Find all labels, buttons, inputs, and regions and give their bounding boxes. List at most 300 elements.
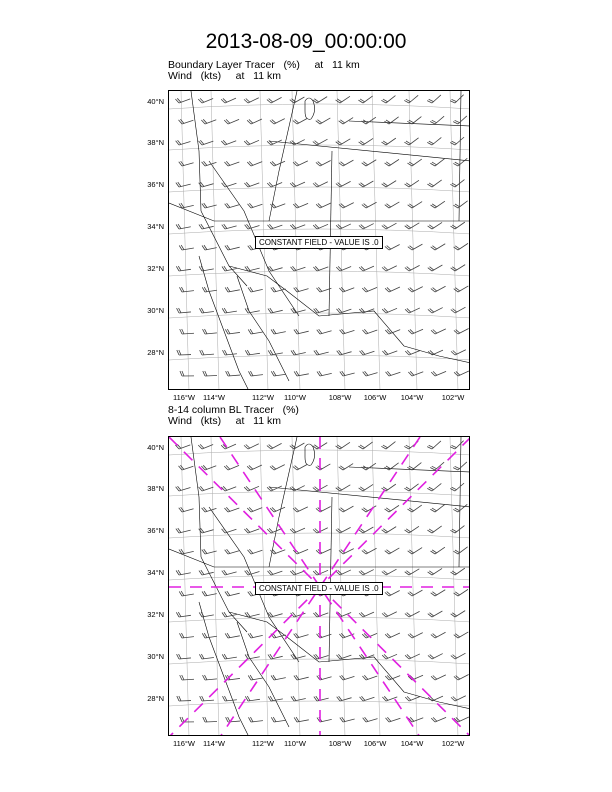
lon-tick-label: 104°W bbox=[400, 739, 424, 748]
wind-barb-flag bbox=[451, 697, 455, 702]
wind-barb bbox=[430, 155, 444, 167]
wind-barb bbox=[404, 91, 418, 104]
wind-barb bbox=[244, 482, 259, 492]
wind-barb-flag bbox=[382, 571, 386, 576]
wind-barb bbox=[405, 649, 420, 659]
wind-barb bbox=[179, 243, 194, 250]
wind-barb-flag bbox=[316, 203, 320, 208]
lat-tick-label: 36°N bbox=[147, 526, 164, 535]
wind-barb-flag bbox=[244, 140, 248, 145]
wind-barb bbox=[451, 260, 466, 272]
wind-barb bbox=[224, 157, 239, 166]
wind-barb-flag bbox=[247, 465, 251, 470]
wind-barb bbox=[408, 282, 423, 293]
lat-tick-label: 28°N bbox=[147, 348, 164, 357]
wind-barb bbox=[248, 285, 263, 293]
lon-tick-label: 116°W bbox=[172, 393, 196, 402]
wind-barb bbox=[245, 221, 260, 230]
wind-barb bbox=[405, 303, 420, 313]
wind-barb-flag bbox=[405, 613, 409, 618]
wind-barb bbox=[385, 155, 399, 167]
wind-barb bbox=[222, 179, 237, 188]
boundary-line bbox=[191, 437, 201, 557]
lon-tick-label: 116°W bbox=[172, 739, 196, 748]
lat-tick-label: 36°N bbox=[147, 180, 164, 189]
wind-barb bbox=[199, 653, 214, 660]
wind-barb bbox=[268, 305, 283, 313]
wind-barb bbox=[363, 714, 378, 723]
wind-barb bbox=[454, 282, 469, 293]
wind-barb bbox=[382, 219, 397, 230]
wind-barb-flag bbox=[205, 717, 207, 722]
wind-barb-flag bbox=[454, 676, 458, 681]
wind-barb bbox=[202, 200, 217, 208]
wind-barb bbox=[313, 608, 328, 617]
wind-barb bbox=[336, 304, 351, 313]
wind-barb bbox=[267, 439, 282, 450]
wind-barb-flag bbox=[177, 696, 179, 701]
wind-barb bbox=[222, 349, 236, 355]
wind-barb bbox=[314, 693, 329, 701]
wind-barb-flag bbox=[244, 99, 248, 104]
wind-barb bbox=[431, 239, 446, 251]
boundary-line bbox=[269, 91, 297, 221]
lat-gridline bbox=[169, 575, 470, 580]
lat-gridline bbox=[169, 313, 470, 318]
lat-tick-label: 40°N bbox=[147, 97, 164, 106]
wind-barb bbox=[430, 458, 444, 471]
wind-barb bbox=[293, 199, 308, 209]
wind-barb-flag bbox=[293, 120, 297, 125]
wind-barb bbox=[336, 135, 351, 146]
wind-barb bbox=[408, 367, 423, 377]
lon-tick-label: 106°W bbox=[363, 739, 387, 748]
coastline bbox=[199, 256, 249, 390]
wind-barb-flag bbox=[408, 288, 412, 293]
wind-barb bbox=[431, 197, 445, 209]
wind-barb-flag bbox=[405, 267, 409, 272]
wind-barb-flag bbox=[454, 330, 458, 335]
lat-gridline bbox=[169, 355, 470, 360]
wind-barb bbox=[408, 197, 422, 209]
wind-barb bbox=[313, 92, 328, 104]
wind-barb bbox=[450, 218, 464, 230]
lat-tick-label: 38°N bbox=[147, 484, 164, 493]
wind-barb bbox=[336, 481, 351, 492]
wind-barb bbox=[317, 672, 332, 681]
panel2-map bbox=[168, 436, 470, 736]
wind-barb-flag bbox=[270, 161, 274, 166]
wind-barb bbox=[224, 115, 239, 125]
wind-barb bbox=[339, 283, 354, 293]
wind-barb bbox=[340, 714, 355, 722]
wind-barb bbox=[454, 366, 469, 376]
wind-barb bbox=[199, 221, 214, 229]
wind-barb bbox=[385, 544, 400, 555]
lat-tick-label: 30°N bbox=[147, 652, 164, 661]
wind-barb bbox=[201, 115, 216, 125]
wind-barb bbox=[202, 285, 217, 292]
lat-tick-label: 32°N bbox=[147, 610, 164, 619]
wind-barb-flag bbox=[428, 655, 432, 660]
wind-barb-flag bbox=[221, 98, 225, 103]
wind-barb-flag bbox=[382, 654, 386, 659]
wind-barb bbox=[179, 286, 193, 293]
great-salt-lake bbox=[305, 98, 315, 119]
wind-barb-flag bbox=[382, 225, 386, 230]
wind-barb bbox=[245, 348, 260, 355]
boundary-line bbox=[329, 497, 332, 662]
wind-barb bbox=[202, 546, 217, 554]
wind-barb bbox=[199, 525, 214, 534]
lon-gridline bbox=[450, 91, 458, 390]
wind-barb-flag bbox=[226, 465, 230, 470]
wind-barb bbox=[221, 94, 236, 104]
wind-barb bbox=[451, 303, 466, 314]
wind-barb-flag bbox=[246, 140, 250, 145]
lat-tick-label: 34°N bbox=[147, 222, 164, 231]
wind-barb bbox=[382, 261, 397, 272]
wind-barb-flag bbox=[293, 466, 297, 471]
wind-barb bbox=[317, 715, 332, 723]
boundary-line bbox=[459, 437, 461, 567]
wind-barb bbox=[336, 650, 351, 659]
wind-barb bbox=[179, 589, 194, 596]
wind-barb bbox=[314, 305, 329, 314]
wind-barb-flag bbox=[224, 119, 228, 124]
lon-tick-label: 114°W bbox=[202, 739, 226, 748]
wind-barb bbox=[268, 348, 283, 355]
wind-barb bbox=[431, 367, 446, 377]
wind-barb-flag bbox=[451, 309, 455, 314]
wind-barb bbox=[267, 220, 282, 229]
wind-barb bbox=[176, 568, 191, 576]
wind-barb bbox=[362, 671, 377, 680]
wind-barb bbox=[291, 263, 306, 272]
wind-barb-flag bbox=[221, 444, 225, 449]
lon-tick-label: 112°W bbox=[251, 393, 275, 402]
wind-barb bbox=[358, 438, 372, 450]
wind-barb bbox=[294, 284, 309, 293]
wind-barb bbox=[385, 628, 400, 638]
wind-barb bbox=[245, 263, 260, 271]
wind-barb bbox=[451, 345, 466, 356]
wind-barb bbox=[248, 716, 262, 723]
wind-barb bbox=[360, 693, 375, 702]
wind-barb bbox=[270, 114, 285, 125]
wind-barb bbox=[431, 670, 446, 681]
wind-barb bbox=[268, 609, 283, 618]
wind-barb-flag bbox=[224, 465, 228, 470]
wind-barb bbox=[267, 93, 282, 104]
wind-barb bbox=[180, 328, 194, 334]
wind-barb bbox=[245, 609, 260, 617]
lon-gridline bbox=[211, 91, 219, 390]
wind-barb-flag bbox=[431, 717, 435, 722]
wind-barb bbox=[428, 564, 442, 576]
wind-barb bbox=[405, 692, 420, 702]
wind-barb bbox=[405, 261, 420, 272]
wind-barb bbox=[405, 219, 420, 230]
wind-barb bbox=[428, 649, 443, 660]
wind-barb bbox=[291, 694, 306, 702]
wind-barb bbox=[245, 694, 260, 701]
lat-tick-label: 30°N bbox=[147, 306, 164, 315]
wind-barb bbox=[408, 543, 422, 555]
wind-barb bbox=[293, 502, 308, 513]
wind-barb bbox=[224, 503, 239, 512]
wind-barb-flag bbox=[385, 633, 389, 638]
wind-barb bbox=[202, 504, 217, 513]
wind-barb bbox=[201, 461, 216, 471]
wind-barb bbox=[340, 368, 355, 376]
wind-barb-flag bbox=[408, 329, 412, 334]
wind-barb-flag bbox=[451, 351, 455, 356]
wind-barb-flag bbox=[431, 634, 435, 639]
wind-barb-flag bbox=[359, 266, 363, 271]
wind-barb bbox=[294, 630, 309, 639]
wind-barb bbox=[428, 607, 443, 618]
wind-barb bbox=[271, 327, 286, 335]
wind-barb bbox=[176, 222, 191, 230]
wind-barb bbox=[339, 198, 354, 209]
wind-barb bbox=[248, 199, 263, 208]
wind-barb-flag bbox=[382, 267, 386, 272]
wind-barb bbox=[430, 112, 444, 125]
lon-tick-label: 104°W bbox=[400, 393, 424, 402]
wind-barb-flag bbox=[205, 371, 207, 376]
wind-barb-flag bbox=[362, 204, 366, 209]
wind-barb bbox=[339, 502, 354, 513]
wind-barb-flag bbox=[267, 99, 271, 104]
wind-barb bbox=[244, 439, 259, 450]
wind-barb bbox=[313, 135, 328, 146]
wind-barb bbox=[428, 218, 442, 230]
wind-barb bbox=[382, 607, 397, 618]
wind-barb bbox=[294, 672, 309, 680]
wind-barb bbox=[247, 157, 262, 167]
wind-barb-flag bbox=[362, 550, 366, 555]
wind-barb bbox=[313, 262, 328, 271]
wind-barb bbox=[245, 306, 260, 314]
wind-barb bbox=[221, 136, 236, 146]
wind-barb bbox=[180, 674, 194, 680]
wind-barb bbox=[270, 157, 285, 167]
wind-barb bbox=[382, 565, 397, 576]
wind-barb bbox=[290, 178, 305, 188]
wind-barb bbox=[450, 133, 464, 146]
wind-barb bbox=[386, 713, 401, 722]
wind-barb bbox=[453, 543, 467, 555]
wind-barb bbox=[450, 437, 464, 450]
lat-gridline bbox=[169, 450, 470, 455]
wind-barb bbox=[244, 178, 259, 187]
wind-barb bbox=[271, 673, 286, 681]
wind-barb bbox=[248, 631, 263, 639]
wind-barb bbox=[226, 370, 240, 376]
wind-barb bbox=[316, 156, 331, 167]
wind-barb bbox=[225, 242, 240, 250]
wind-barb bbox=[431, 543, 445, 555]
lon-tick-label: 106°W bbox=[363, 393, 387, 402]
wind-barb bbox=[203, 674, 217, 680]
wind-barb-flag bbox=[405, 654, 409, 659]
wind-barb-flag bbox=[433, 371, 437, 376]
coastline bbox=[199, 602, 249, 736]
boundary-line bbox=[269, 141, 470, 161]
wind-barb bbox=[203, 328, 217, 334]
wind-barb-flag bbox=[180, 371, 182, 376]
wind-barb bbox=[431, 282, 446, 293]
lat-gridline bbox=[169, 701, 470, 706]
wind-barb bbox=[453, 458, 467, 471]
wind-barb-flag bbox=[226, 119, 230, 124]
wind-barb-flag bbox=[385, 287, 389, 292]
wind-barb-flag bbox=[431, 288, 435, 293]
wind-barb bbox=[179, 547, 194, 555]
wind-barb bbox=[198, 482, 213, 491]
boundary-line bbox=[191, 91, 201, 211]
wind-barb bbox=[199, 179, 214, 188]
wind-barb bbox=[202, 243, 217, 251]
wind-barb bbox=[382, 346, 397, 355]
wind-barb bbox=[340, 672, 355, 681]
wind-barb bbox=[267, 481, 282, 491]
boundary-line bbox=[269, 487, 470, 507]
wind-barb-flag bbox=[179, 350, 181, 355]
wind-barb-flag bbox=[267, 445, 271, 450]
lon-gridline bbox=[181, 437, 189, 736]
wind-barb bbox=[225, 285, 240, 292]
wind-barb bbox=[451, 606, 466, 618]
wind-barb bbox=[362, 283, 377, 293]
wind-barb-flag bbox=[247, 119, 251, 124]
wind-barb bbox=[358, 92, 372, 104]
wind-barb bbox=[293, 156, 308, 167]
lon-tick-label: 112°W bbox=[251, 739, 275, 748]
wind-barb bbox=[203, 716, 217, 722]
wind-barb bbox=[225, 631, 240, 638]
wind-barb bbox=[340, 326, 355, 335]
wind-barb bbox=[244, 93, 259, 104]
wind-barb bbox=[382, 304, 397, 314]
wind-barb bbox=[270, 460, 285, 471]
wind-barb bbox=[316, 544, 331, 554]
wind-barb bbox=[317, 369, 332, 377]
wind-barb bbox=[222, 221, 237, 229]
wind-barb bbox=[179, 461, 194, 470]
wind-barb bbox=[384, 459, 398, 471]
wind-barb bbox=[405, 565, 420, 576]
wind-barb bbox=[177, 350, 191, 355]
wind-barb bbox=[222, 695, 236, 701]
wind-barb bbox=[290, 220, 305, 230]
wind-barb bbox=[339, 544, 354, 555]
wind-barb bbox=[291, 651, 306, 659]
wind-barb bbox=[267, 566, 282, 575]
lat-tick-label: 38°N bbox=[147, 138, 164, 147]
wind-barb bbox=[248, 370, 262, 377]
wind-barb-flag bbox=[410, 329, 414, 334]
wind-barb bbox=[316, 460, 331, 471]
wind-barb bbox=[179, 158, 194, 167]
lon-tick-label: 110°W bbox=[283, 739, 307, 748]
wind-barb bbox=[385, 282, 400, 292]
wind-barb bbox=[427, 522, 441, 534]
wind-barb bbox=[175, 94, 190, 103]
wind-barb bbox=[222, 567, 237, 575]
wind-barb bbox=[362, 544, 377, 555]
wind-barb bbox=[450, 91, 464, 104]
wind-barb bbox=[221, 482, 236, 492]
wind-barb bbox=[408, 713, 423, 723]
wind-barb-flag bbox=[244, 445, 248, 450]
wind-barb bbox=[176, 264, 191, 271]
wind-barb-flag bbox=[408, 634, 412, 639]
wind-barb bbox=[199, 307, 214, 314]
wind-barb bbox=[427, 91, 441, 104]
wind-barb-flag bbox=[316, 162, 320, 167]
lon-gridline bbox=[409, 91, 417, 390]
wind-barb-flag bbox=[270, 120, 274, 125]
wind-barb bbox=[314, 347, 329, 355]
lon-tick-label: 102°W bbox=[441, 393, 465, 402]
wind-barb bbox=[336, 523, 351, 534]
wind-barb-flag bbox=[179, 696, 181, 701]
wind-barb bbox=[427, 437, 441, 450]
wind-barb bbox=[313, 177, 328, 188]
wind-barb-flag bbox=[384, 308, 388, 313]
lat-gridline bbox=[169, 229, 470, 234]
wind-barb-flag bbox=[362, 287, 366, 292]
wind-barb-flag bbox=[182, 717, 184, 722]
wind-barb bbox=[451, 649, 466, 660]
panel1-constant-field-label: CONSTANT FIELD - VALUE IS .0 bbox=[255, 236, 383, 249]
panel2-subtitle-line1: 8-14 column BL Tracer (%) bbox=[168, 404, 299, 416]
wind-barb bbox=[381, 438, 395, 451]
wind-barb bbox=[291, 348, 306, 356]
wind-barb bbox=[244, 524, 259, 533]
wind-barb bbox=[359, 134, 373, 146]
wind-barb bbox=[431, 628, 446, 639]
map-title: 2013-08-09_00:00:00 bbox=[205, 30, 407, 53]
wind-barb-flag bbox=[180, 717, 182, 722]
wind-barb bbox=[179, 201, 194, 209]
wind-barb bbox=[317, 326, 332, 335]
wind-barb-flag bbox=[293, 161, 297, 166]
wind-barb bbox=[270, 503, 285, 513]
wind-barb-flag bbox=[295, 203, 299, 208]
wind-barb bbox=[362, 198, 377, 209]
wind-barb bbox=[453, 112, 467, 125]
wind-barb bbox=[199, 567, 214, 575]
wind-barb-flag bbox=[359, 612, 363, 617]
coastline bbox=[237, 622, 289, 727]
boundary-line bbox=[201, 211, 247, 286]
wind-barb bbox=[385, 240, 400, 251]
wind-barb bbox=[405, 607, 420, 618]
wind-barb bbox=[382, 176, 397, 188]
lon-tick-label: 108°W bbox=[328, 393, 352, 402]
wind-barb bbox=[385, 198, 400, 209]
wind-barb bbox=[179, 115, 194, 124]
wind-barb bbox=[294, 369, 309, 376]
wind-barb bbox=[202, 589, 217, 597]
wind-barb-flag bbox=[382, 613, 386, 618]
wind-barb bbox=[450, 564, 464, 576]
lon-tick-label: 110°W bbox=[283, 393, 307, 402]
lat-tick-label: 34°N bbox=[147, 568, 164, 577]
